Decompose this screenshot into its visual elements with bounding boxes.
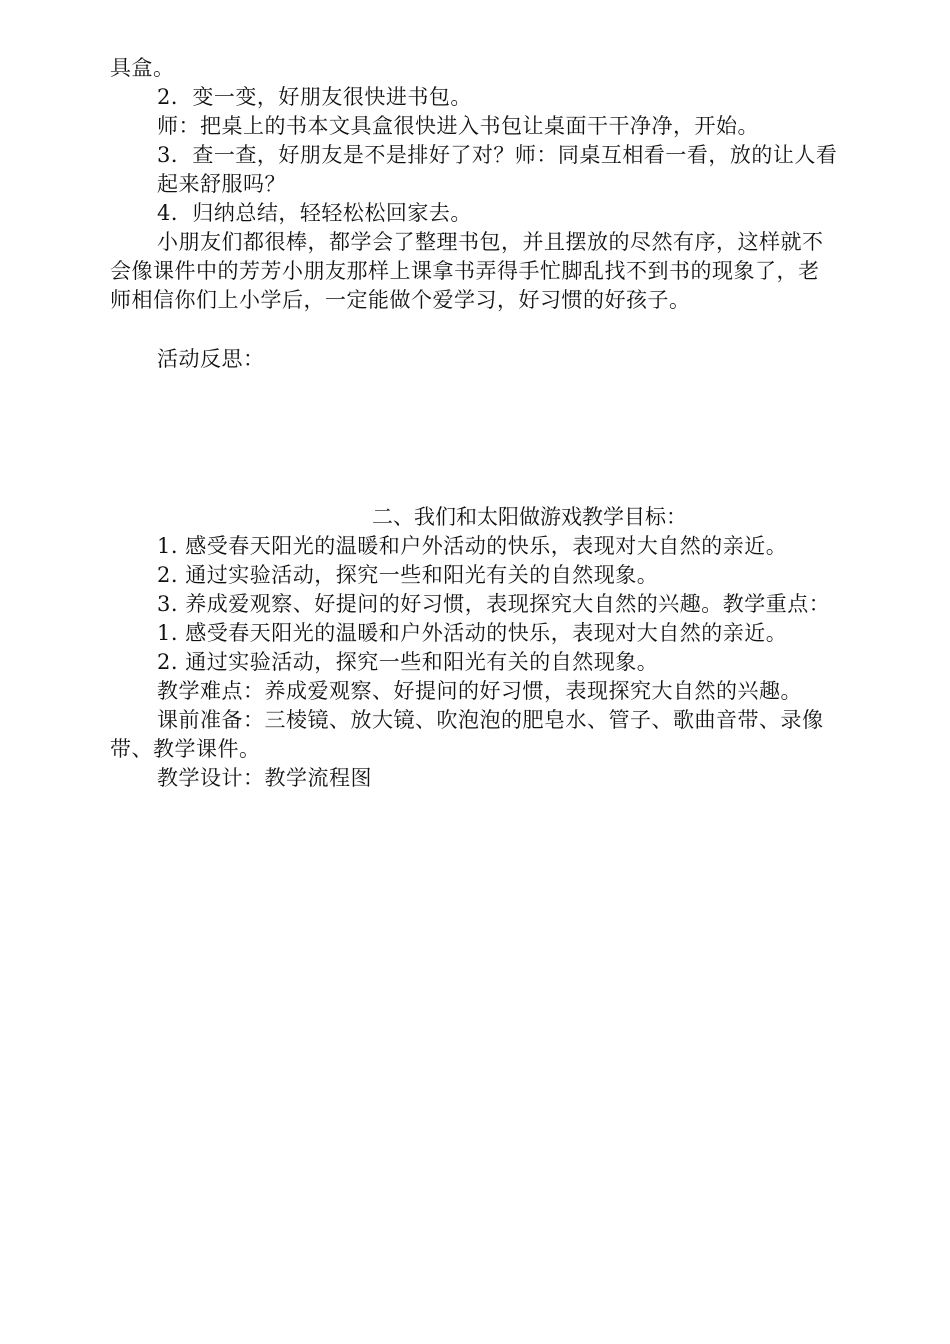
- goal-1: 1. 感受春天阳光的温暖和户外活动的快乐，表现对大自然的亲近。: [157, 534, 788, 558]
- preparation-line-1: 课前准备：三棱镜、放大镜、吹泡泡的肥皂水、管子、歌曲音带、录像: [157, 708, 824, 732]
- step-3-line-2: 起来舒服吗？: [157, 172, 286, 196]
- teaching-design: 教学设计：教学流程图: [157, 766, 372, 790]
- key-point-2: 2. 通过实验活动，探究一些和阳光有关的自然现象。: [157, 650, 659, 674]
- goal-3: 3. 养成爱观察、好提问的好习惯，表现探究大自然的兴趣。教学重点：: [157, 592, 831, 616]
- key-point-1: 1. 感受春天阳光的温暖和户外活动的快乐，表现对大自然的亲近。: [157, 621, 788, 645]
- step-2: 2．变一变，好朋友很快进书包。: [157, 85, 472, 109]
- summary-line-1: 小朋友们都很棒，都学会了整理书包，并且摆放的尽然有序，这样就不: [157, 230, 824, 254]
- activity-reflection-label: 活动反思：: [157, 347, 265, 371]
- step-3-line-1: 3．查一查，好朋友是不是排好了对？师：同桌互相看一看，放的让人看: [157, 143, 838, 167]
- step-4: 4．归纳总结，轻轻松松回家去。: [157, 201, 472, 225]
- preparation-line-2: 带、教学课件。: [110, 737, 261, 761]
- section-title: 二、我们和太阳做游戏教学目标：: [372, 505, 687, 529]
- teacher-instruction: 师：把桌上的书本文具盒很快进入书包让桌面干干净净，开始。: [157, 114, 759, 138]
- goal-2: 2. 通过实验活动，探究一些和阳光有关的自然现象。: [157, 563, 659, 587]
- text-line-continue: 具盒。: [110, 56, 175, 80]
- summary-line-3: 师相信你们上小学后，一定能做个爱学习，好习惯的好孩子。: [110, 288, 691, 312]
- teaching-difficulty: 教学难点：养成爱观察、好提问的好习惯，表现探究大自然的兴趣。: [157, 679, 802, 703]
- summary-line-2: 会像课件中的芳芳小朋友那样上课拿书弄得手忙脚乱找不到书的现象了，老: [110, 259, 820, 283]
